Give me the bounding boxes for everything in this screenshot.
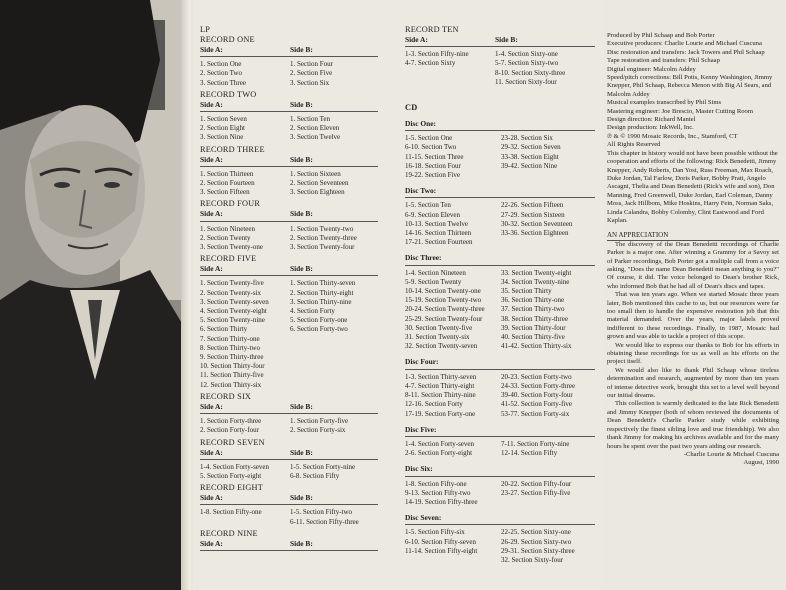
record-side-labels <box>200 209 380 218</box>
track: 35. Section Thirty <box>501 287 552 296</box>
record-tracks <box>200 170 380 198</box>
side-b-tracks <box>290 279 380 389</box>
track: 1-5. Section Ten <box>405 201 451 210</box>
side-a-tracks <box>200 225 290 253</box>
track: 1-5. Section One <box>405 134 453 143</box>
divider <box>200 504 378 505</box>
appreciation-text <box>607 241 779 451</box>
disc-tracks-left <box>405 201 501 247</box>
divider <box>405 476 595 477</box>
track: 26-29. Section Sixty-two <box>501 537 572 546</box>
credit-line: Produced by Phil Schaap and Bob Porter <box>607 32 715 39</box>
record-ten-tracks <box>405 50 597 87</box>
record-ten-sides <box>405 35 597 44</box>
appreciation-paragraph: The discovery of the Dean Benedetti recordings of Charlie Parker is a major one. After winning a Grammy for a Savoy set of Parker recordings, Bob Porter got a multiple call from a voice asking, "Does the name Dean Benedetti mean anything to you?" Of course, it did. The voice belonged to Dean's brother Rick, who informed Bob that he had all of Dean's discs and tapes. <box>607 240 779 290</box>
credit-line: Mastering engineer: Joe Brescio, Master Cutting Room <box>607 107 753 115</box>
side-a-tracks <box>200 115 290 143</box>
divider <box>200 459 378 460</box>
side-b-tracks <box>290 463 380 481</box>
track: 5-9. Section Twenty <box>405 277 462 286</box>
track: 6. Section Forty-two <box>290 325 348 334</box>
credit-line: Disc restoration and transfers: Jack Towers and Phil Schaap <box>607 48 765 56</box>
track: 1-4. Section Forty-seven <box>200 462 270 471</box>
side-b-label: Side B: <box>290 154 313 164</box>
track: 1. Section Thirteen <box>200 169 254 178</box>
record-tracks <box>200 463 380 481</box>
appreciation-paragraph: That was ten years ago. When we started Mosaic three years later, Bob mentioned this cache to us, but our resources were far too small then to handle the expensive restoration job that this material demanded. Over the years, major labels proved indifferent to these recordings. Finally, in 1987, Mosaic had grown and was able to tackle a project of this scope. <box>607 291 779 341</box>
track: 53-77. Section Forty-six <box>501 409 570 418</box>
track: 4-7. Section Thirty-eight <box>405 381 475 390</box>
divider <box>200 550 378 551</box>
record-side-labels <box>200 100 380 109</box>
disc-tracks-left <box>405 373 501 419</box>
side-a-tracks <box>200 463 290 481</box>
disc-tracks-left <box>405 528 501 565</box>
disc-tracks-right <box>501 440 597 458</box>
track: 4. Section Twenty-eight <box>200 307 267 316</box>
track: 19-22. Section Five <box>405 171 461 180</box>
side-b-label: Side B: <box>290 264 313 274</box>
track: 41-42. Section Thirty-six <box>501 342 572 351</box>
side-b-tracks <box>290 115 380 143</box>
track: 20-24. Section Twenty-three <box>405 305 485 314</box>
track: 12-16. Section Forty <box>405 400 463 409</box>
track: 29-32. Section Seven <box>501 143 561 152</box>
record-ten-side-a-label: Side A: <box>405 35 428 44</box>
track: 6-10. Section Two <box>405 143 457 152</box>
track: 12-14. Section Fifty <box>501 449 558 458</box>
record-side-labels <box>200 264 380 273</box>
record-tracks <box>200 417 380 435</box>
side-a-tracks <box>200 417 290 435</box>
track: 8-11. Section Thirty-nine <box>405 391 476 400</box>
track: 32. Section Twenty-seven <box>405 342 478 351</box>
track: 3. Section Thirty-nine <box>290 297 352 306</box>
track: 31. Section Twenty-six <box>405 333 470 342</box>
track: 41-52. Section Forty-five <box>501 400 572 409</box>
track: 25-29. Section Twenty-four <box>405 314 483 323</box>
track: 6-10. Section Fifty-seven <box>405 537 476 546</box>
side-b-label: Side B: <box>290 45 313 54</box>
credits <box>607 32 779 225</box>
track: 10-14. Section Twenty-one <box>405 287 481 296</box>
track: 16-18. Section Four <box>405 161 461 170</box>
track: 1-8. Section Fifty-one <box>405 479 467 488</box>
track: 1. Section Four <box>290 60 333 69</box>
side-a-label: Side A: <box>200 493 223 503</box>
track: 7. Section Thirty-one <box>200 334 260 343</box>
side-b-label: Side B: <box>290 493 313 503</box>
appreciation-signature: -Charlie Lourie & Michael Cuscuna <box>683 450 779 458</box>
track: 2. Section Eleven <box>290 124 340 133</box>
track: 36. Section Thirty-one <box>501 296 565 305</box>
credit-line: Design direction: Richard Mantel <box>607 116 696 124</box>
track: 14-19. Section Fifty-three <box>405 497 478 506</box>
divider <box>405 130 595 131</box>
track: 1. Section Forty-five <box>290 417 349 426</box>
divider <box>200 221 378 222</box>
track: 1. Section Ten <box>290 115 331 124</box>
side-a-tracks <box>200 508 290 526</box>
divider <box>405 265 595 266</box>
track: 6. Section Thirty <box>200 325 248 334</box>
track: 20-22. Section Fifty-four <box>501 479 572 488</box>
disc-title: Disc Seven: <box>405 513 442 523</box>
disc-tracks-right <box>501 269 597 352</box>
track: 20-23. Section Forty-two <box>501 372 572 381</box>
side-b-label: Side B: <box>290 401 313 411</box>
record-ten-title: RECORD TEN <box>405 25 459 34</box>
lp-record <box>200 199 380 252</box>
record-tracks <box>200 225 380 253</box>
track: 5. Section Forty-one <box>290 316 348 325</box>
track: 5. Section Forty-eight <box>200 471 262 480</box>
track: 3. Section Three <box>200 78 246 87</box>
record-title: RECORD EIGHT <box>200 483 264 493</box>
side-b-label: Side B: <box>290 538 313 548</box>
credit-line: ℗ & © 1990 Mosaic Records, Inc., Stamford, CT <box>607 132 738 140</box>
track: 6-8. Section Fifty <box>290 471 340 480</box>
track: 3. Section Twenty-seven <box>200 297 269 306</box>
track: 2. Section Two <box>200 69 242 78</box>
divider <box>405 46 595 47</box>
credit-line: Tape restoration and transfers: Phil Schaap <box>607 57 720 65</box>
track: 2. Section Twenty <box>200 233 251 242</box>
track: 2. Section Thirty-eight <box>290 288 354 297</box>
side-b-label: Side B: <box>290 209 313 219</box>
side-a-tracks <box>200 60 290 88</box>
disc-title: Disc Three: <box>405 253 442 263</box>
track: 3. Section Six <box>290 78 330 87</box>
appreciation-paragraph: We would like to express our thanks to Bob for his efforts in obtaining these recordings for us as well as his efforts on the project itself. <box>607 341 779 366</box>
track: 1-3. Section Fifty-nine <box>405 50 469 59</box>
track: 1-3. Section Thirty-seven <box>405 372 477 381</box>
record-side-labels <box>200 448 380 457</box>
credit-line: Digital engineer: Malcolm Addey <box>607 65 696 73</box>
disc-tracks <box>405 440 597 458</box>
disc-tracks <box>405 269 597 352</box>
track: 6-9. Section Eleven <box>405 210 461 219</box>
record-title: RECORD ONE <box>200 35 255 44</box>
track: 24-33. Section Forty-three <box>501 381 576 390</box>
side-a-label: Side A: <box>200 209 223 219</box>
side-a-label: Side A: <box>200 538 223 548</box>
record-tracks <box>200 60 380 88</box>
lp-record <box>200 254 380 390</box>
disc-title: Disc Five: <box>405 424 437 434</box>
track: 9. Section Thirty-three <box>200 353 264 362</box>
credits-column <box>607 32 779 468</box>
track: 2. Section Forty-four <box>200 426 259 435</box>
credit-line: Speed/pitch corrections: Bill Potts, Kenny Washington, Jimmy Knepper, Phil Schaap, Rebecca Menon with Big Al Sears, and Malcolm Addey <box>607 74 773 98</box>
track: 30-32. Section Seventeen <box>501 219 573 228</box>
track: 1-5. Section Forty-nine <box>290 462 356 471</box>
side-a-label: Side A: <box>200 264 223 274</box>
cd-title: CD <box>405 103 418 113</box>
disc-tracks-left <box>405 269 501 352</box>
divider <box>200 413 378 414</box>
divider <box>405 369 595 370</box>
track: 3. Section Twenty-one <box>200 243 263 252</box>
divider <box>405 524 595 525</box>
disc-title: Disc Four: <box>405 357 439 367</box>
record-side-labels <box>200 493 380 502</box>
track: 1. Section Forty-three <box>200 417 262 426</box>
track: 22-25. Section Sixty-one <box>501 528 571 537</box>
credit-line: Executive producers: Charlie Lourie and Michael Cuscuna <box>607 40 762 48</box>
disc-tracks-right <box>501 480 597 508</box>
divider <box>405 436 595 437</box>
appreciation-title: AN APPRECIATION <box>607 231 779 240</box>
lp-column <box>200 25 380 556</box>
track: 33-38. Section Eight <box>501 152 559 161</box>
track: 29-31. Section Sixty-three <box>501 546 575 555</box>
disc-tracks-left <box>405 480 501 508</box>
track: 3. Section Eighteen <box>290 188 345 197</box>
track: 7-11. Section Forty-nine <box>501 439 570 448</box>
side-a-tracks <box>200 170 290 198</box>
disc-title: Disc One: <box>405 119 436 129</box>
track: 10-13. Section Twelve <box>405 219 468 228</box>
lp-record <box>200 483 380 527</box>
track: 33-36. Section Eighteen <box>501 229 569 238</box>
side-b-tracks <box>290 60 380 88</box>
cd-discs <box>405 119 597 565</box>
track: 1. Section Seven <box>200 115 247 124</box>
track: 33. Section Twenty-eight <box>501 268 572 277</box>
lp-record <box>200 90 380 143</box>
record-title: RECORD THREE <box>200 144 265 154</box>
track: 14-16. Section Thirteen <box>405 229 472 238</box>
record-ten-side-b-label: Side B: <box>495 35 518 44</box>
disc-tracks-left <box>405 134 501 180</box>
track: 34. Section Twenty-nine <box>501 277 570 286</box>
track: 3. Section Nine <box>200 133 244 142</box>
track: 1. Section Sixteen <box>290 169 341 178</box>
track: 9-13. Section Fifty-two <box>405 488 471 497</box>
track: 22-26. Section Fifteen <box>501 201 564 210</box>
record-side-labels <box>200 539 380 548</box>
record-title: RECORD TWO <box>200 89 257 99</box>
track: 2. Section Seventeen <box>290 179 349 188</box>
disc-tracks <box>405 201 597 247</box>
disc-tracks-right <box>501 373 597 419</box>
side-b-tracks <box>290 508 380 526</box>
portrait-photo <box>0 0 186 590</box>
credit-line: Design production: InkWell, Inc. <box>607 124 694 132</box>
side-a-label: Side A: <box>200 401 223 411</box>
lp-record <box>200 438 380 482</box>
record-side-labels <box>200 45 380 54</box>
record-title: RECORD SIX <box>200 391 252 401</box>
track: 39-40. Section Forty-four <box>501 391 573 400</box>
track: 11-15. Section Three <box>405 152 464 161</box>
track: 1. Section Thirty-seven <box>290 279 356 288</box>
track: 23-27. Section Fifty-five <box>501 488 571 497</box>
credit-line: This chapter in history would not have been possible without the cooperation and efforts of the following: Rick Benedetti, Jimmy Knepper, Andy Roberts, Dan Yost, Russ Freeman, Max Roach, Duke Jordan, Tal Farlow, Doris Parker, Bobby Pratt, Angelo Ascagni, Thelia and Dean Benedetti (Rick's wife and son), Don Manning, Fred Greenwell, Duke Jordan, Earl Coleman, Danny Moss, Jack Hillbom, Mike Hoskins, Harry Fein, Norman Saks, Linda Calandra, Bobby Colomby, Clint Eastwood and Ford Kaplan. <box>607 149 778 224</box>
track: 23-28. Section Six <box>501 134 553 143</box>
track: 1. Section Twenty-two <box>290 224 354 233</box>
track: 2. Section Twenty-three <box>290 233 357 242</box>
credit-line: All Rights Reserved <box>607 141 661 149</box>
record-tracks <box>200 115 380 143</box>
side-a-label: Side A: <box>200 154 223 164</box>
disc-title: Disc Six: <box>405 464 433 474</box>
side-b-label: Side B: <box>290 99 313 109</box>
track: 2-6. Section Forty-eight <box>405 449 473 458</box>
side-a-label: Side A: <box>200 45 223 54</box>
divider <box>200 166 378 167</box>
disc-tracks-right <box>501 134 597 180</box>
side-b-tracks <box>290 225 380 253</box>
portrait-illustration <box>0 0 186 590</box>
track: 2. Section Forty-six <box>290 426 346 435</box>
track: 4-7. Section Sixty <box>405 59 456 68</box>
track: 3. Section Fifteen <box>200 188 250 197</box>
lp-record <box>200 529 380 554</box>
track: 1-4. Section Sixty-one <box>495 50 558 59</box>
track: 8-10. Section Sixty-three <box>495 68 566 77</box>
disc-title: Disc Two: <box>405 186 437 196</box>
track: 1-5. Section Fifty-two <box>290 508 353 517</box>
track: 1-8. Section Fifty-one <box>200 508 262 517</box>
track: 1-5. Section Fifty-six <box>405 528 465 537</box>
track: 3. Section Twelve <box>290 133 341 142</box>
appreciation-paragraph: This collection is warmly dedicated to the late Rick Benedetti and Jimmy Knepper (both of whom reviewed the documents of Dean Benedetti's Charlie Parker study while exhibiting respectively the finest sibling love and true friendship). We also thank Jimmy for making his archives available and for the many hours he spent over the past two years aiding our research. <box>607 400 779 450</box>
track: 1. Section Nineteen <box>200 224 256 233</box>
track: 15-19. Section Twenty-two <box>405 296 482 305</box>
track: 37. Section Thirty-two <box>501 305 565 314</box>
track: 5-7. Section Sixty-two <box>495 59 559 68</box>
track: 6-11. Section Fifty-three <box>290 517 359 526</box>
track: 2. Section Five <box>290 69 333 78</box>
track: 38. Section Thirty-three <box>501 314 568 323</box>
record-ten-side-b <box>495 50 585 87</box>
record-tracks <box>200 279 380 389</box>
track: 32. Section Sixty-four <box>501 555 564 564</box>
divider <box>200 56 378 57</box>
track: 17-19. Section Forty-one <box>405 409 476 418</box>
track: 1. Section Twenty-five <box>200 279 264 288</box>
divider <box>200 111 378 112</box>
disc-tracks-left <box>405 440 501 458</box>
track: 1-4. Section Nineteen <box>405 268 466 277</box>
lp-record <box>200 145 380 198</box>
record-title: RECORD NINE <box>200 528 258 538</box>
track: 8. Section Thirty-two <box>200 343 260 352</box>
track: 5. Section Twenty-nine <box>200 316 265 325</box>
track: 40. Section Thirty-five <box>501 333 565 342</box>
track: 2. Section Twenty-six <box>200 288 262 297</box>
side-b-tracks <box>290 170 380 198</box>
record-side-labels <box>200 155 380 164</box>
disc-tracks <box>405 528 597 565</box>
record-title: RECORD FIVE <box>200 254 257 264</box>
record-side-labels <box>200 402 380 411</box>
side-b-label: Side B: <box>290 447 313 457</box>
track: 30. Section Twenty-five <box>405 323 473 332</box>
track: 10. Section Thirty-four <box>200 362 265 371</box>
track: 39-42. Section Nine <box>501 161 558 170</box>
track: 1-4. Section Forty-seven <box>405 439 475 448</box>
track: 11-14. Section Fifty-eight <box>405 546 478 555</box>
track: 27-29. Section Sixteen <box>501 210 565 219</box>
disc-tracks <box>405 480 597 508</box>
track: 2. Section Eight <box>200 124 245 133</box>
side-a-label: Side A: <box>200 99 223 109</box>
disc-tracks-right <box>501 528 597 565</box>
lp-record <box>200 392 380 436</box>
track: 4. Section Forty <box>290 307 335 316</box>
credit-line: Musical examples transcribed by Phil Sims <box>607 99 722 107</box>
disc-tracks <box>405 373 597 419</box>
disc-tracks-right <box>501 201 597 247</box>
divider <box>405 197 595 198</box>
appreciation-paragraph: We would also like to thank Phil Schaap whose tireless determination and research, augmented by more than ten years of intense detective work, brought this set to a level well beyond our initial dreams. <box>607 366 779 400</box>
side-b-tracks <box>290 417 380 435</box>
track: 11. Section Sixty-four <box>495 77 557 86</box>
disc-tracks <box>405 134 597 180</box>
lp-records <box>200 35 380 554</box>
track: 2. Section Fourteen <box>200 179 255 188</box>
divider <box>200 275 378 276</box>
record-title: RECORD SEVEN <box>200 437 265 447</box>
cd-column <box>405 25 597 565</box>
track: 12. Section Thirty-six <box>200 380 262 389</box>
track: 17-21. Section Fourteen <box>405 238 473 247</box>
track: 39. Section Thirty-four <box>501 323 566 332</box>
record-ten-side-a <box>405 50 495 87</box>
track: 3. Section Twenty-four <box>290 243 355 252</box>
track: 1. Section One <box>200 60 242 69</box>
side-a-label: Side A: <box>200 447 223 457</box>
lp-title: LP <box>200 25 211 34</box>
track: 11. Section Thirty-five <box>200 371 264 380</box>
record-title: RECORD FOUR <box>200 199 261 209</box>
side-a-tracks <box>200 279 290 389</box>
appreciation-date: August, 1990 <box>743 459 779 467</box>
lp-record <box>200 35 380 88</box>
record-tracks <box>200 508 380 526</box>
